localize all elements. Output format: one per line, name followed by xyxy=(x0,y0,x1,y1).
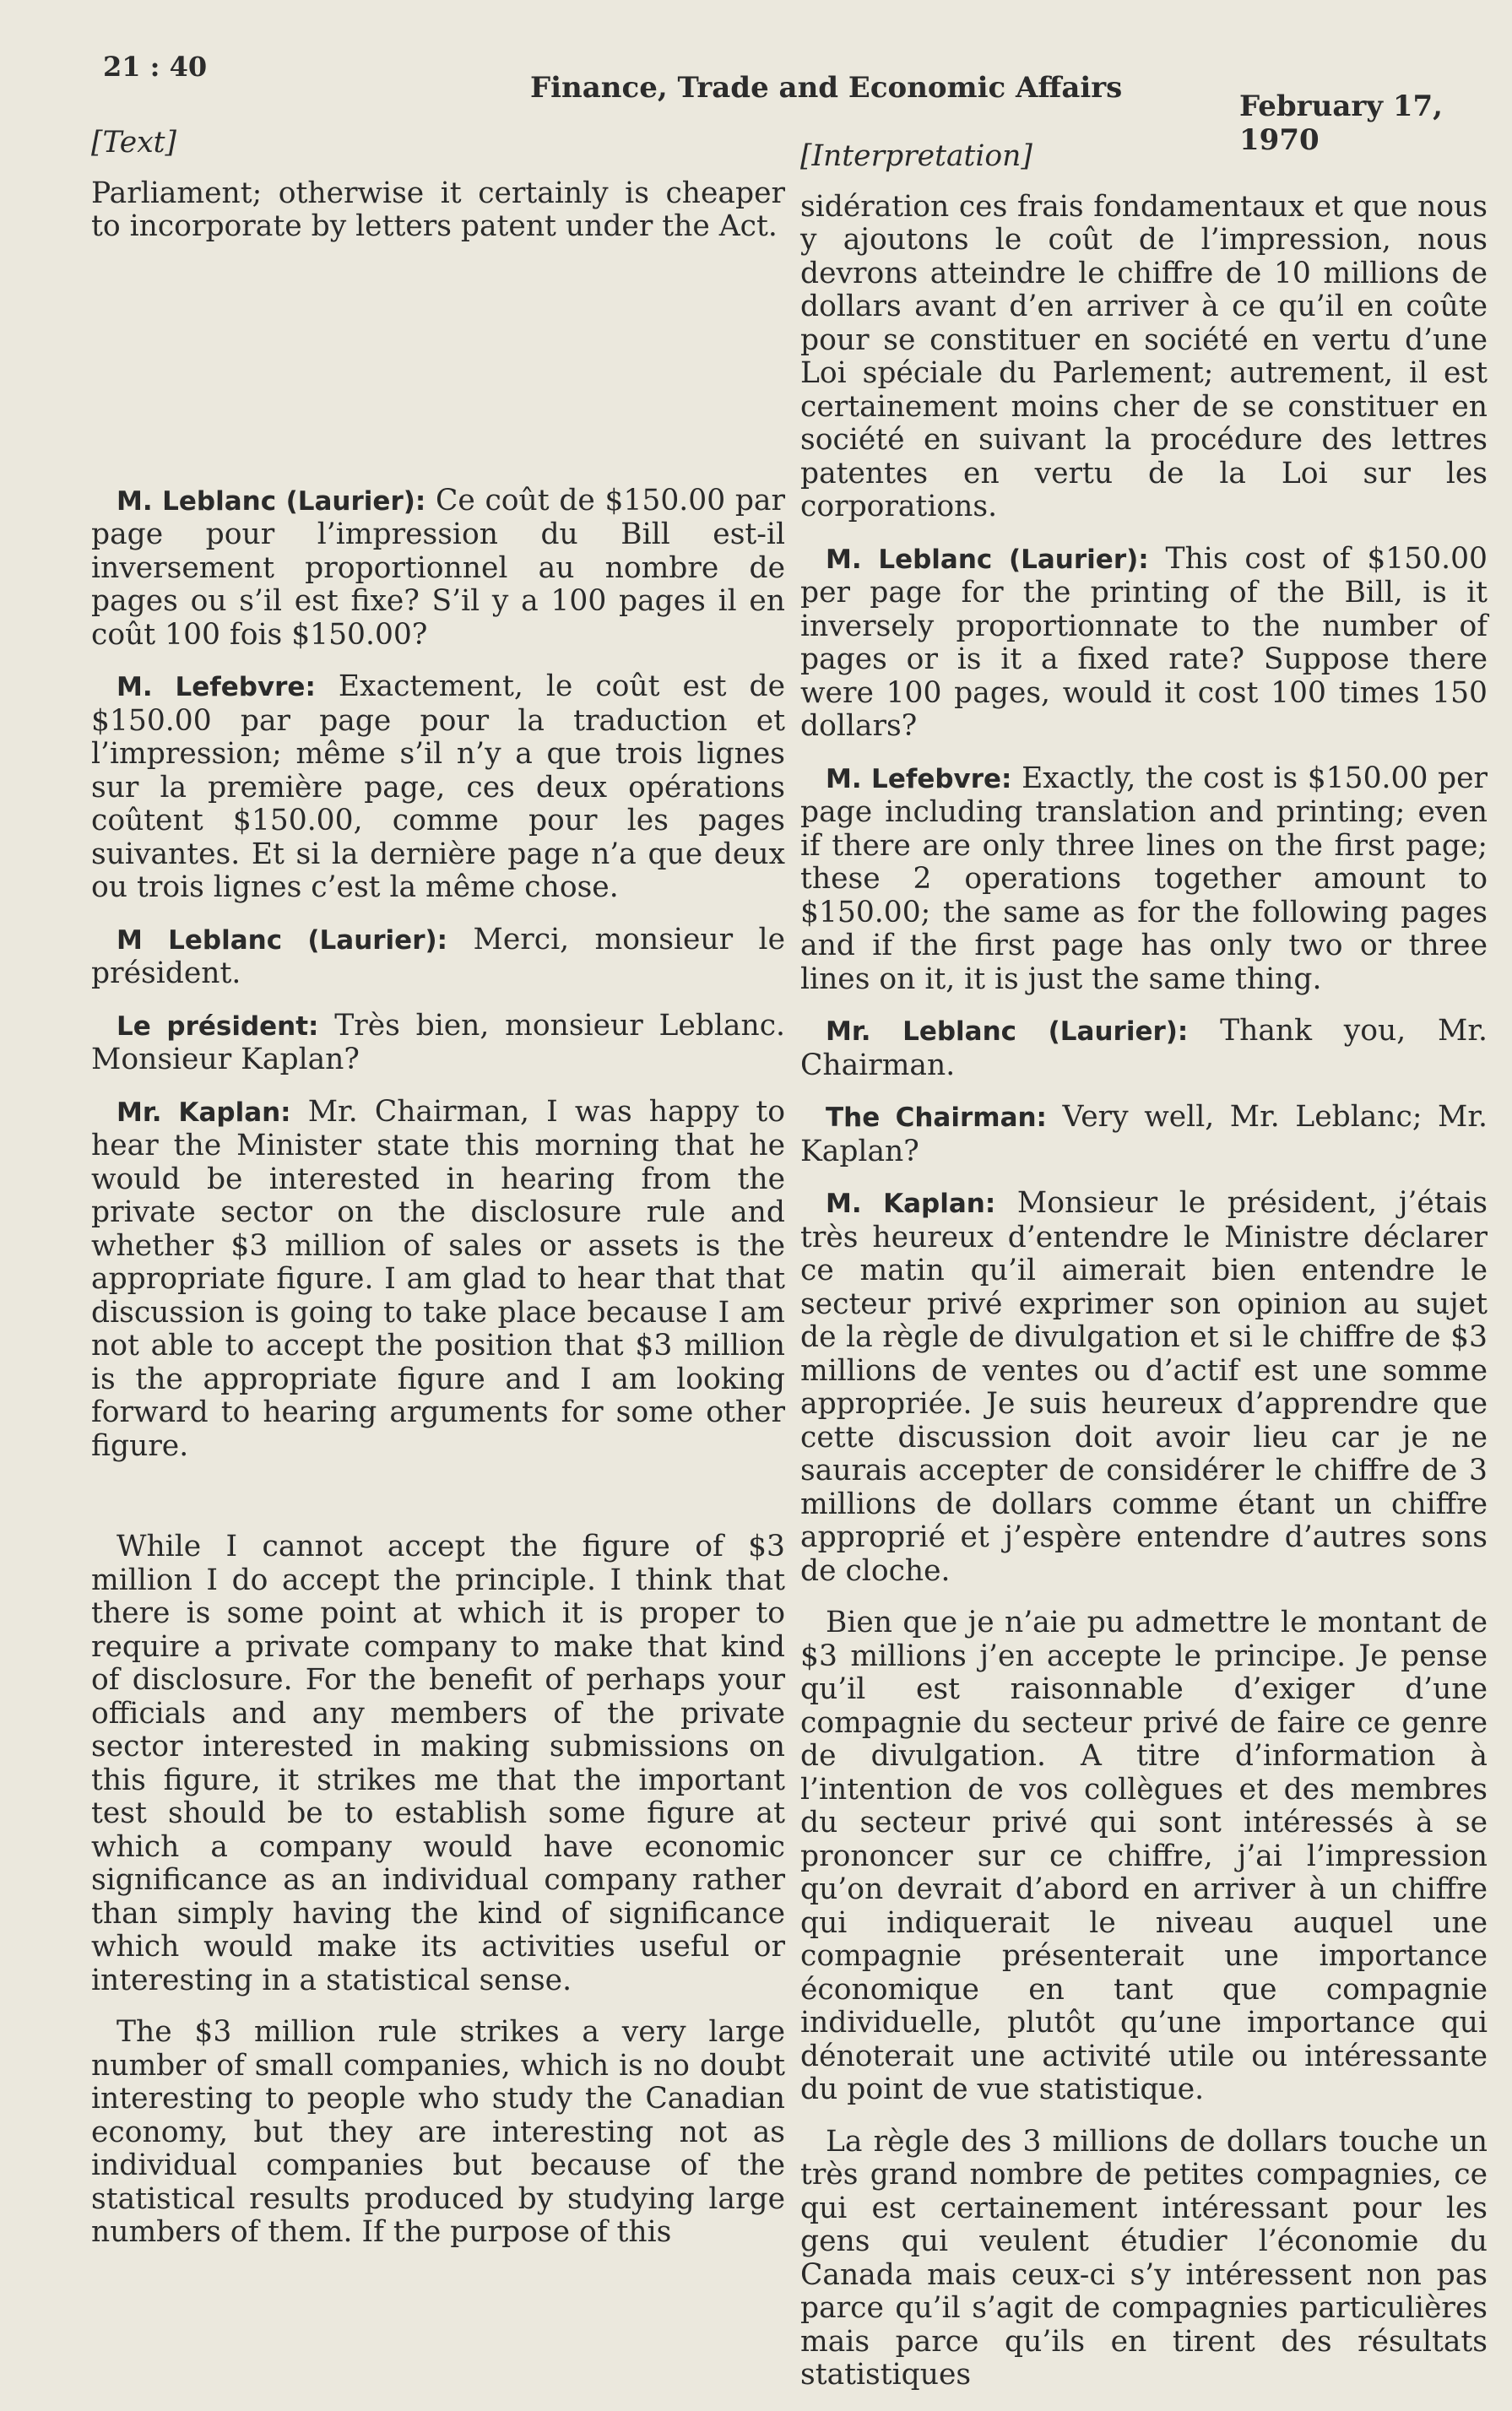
speaker-paragraph xyxy=(800,762,1488,997)
speaker-name: M Leblanc (Laurier): xyxy=(117,924,448,956)
speaker-name: M. Lefebvre: xyxy=(826,763,1012,794)
speaker-name: Mr. Leblanc (Laurier): xyxy=(826,1016,1189,1047)
speaker-name: Le président: xyxy=(117,1010,319,1042)
speech-text: Monsieur le président, j’étais très heureux d’entendre le Ministre déclarer ce matin qu’il aimerait bien entendre le secteur privé exprimer son opinion au sujet de la règle de divulgation et si le chiffre de $3 millions de ventes ou d’actif est une somme appropriée. Je suis heureux d’apprendre que cette discussion doit avoir lieu car je ne saurais accepter de considérer le chiffre de 3 millions de dollars comme étant un chiffre approprié et j’espère entendre d’autres sons de cloche. xyxy=(800,1186,1488,1588)
speech-text: This cost of $150.00 per page for the printing of the Bill, is it inversely proportionnate to the number of pages or is it a fixed rate? Suppose there were 100 pages, would it cost 100 times 150 dollars? xyxy=(800,541,1488,743)
speech-text: Exactly, the cost is $150.00 per page including translation and printing; even if there are only three lines on the first page; these 2 operations together amount to $150.00; the same as for the following pages and if the first page has only two or three lines on it, it is just the same thing. xyxy=(800,761,1488,996)
english-column xyxy=(91,127,785,2268)
column-label: [Interpretation] xyxy=(800,139,1032,173)
speaker-name: The Chairman: xyxy=(826,1103,1047,1133)
speaker-name: M. Lefebvre: xyxy=(117,672,316,702)
column-label: [Text] xyxy=(91,126,176,160)
speaker-paragraph xyxy=(800,1101,1488,1168)
speaker-paragraph xyxy=(91,485,785,653)
paragraph: sidération ces frais fondamentaux et que nous y ajoutons le coût de l’impression, nous devrons atteindre le chiffre de 10 millions de dollars avant d’en arriver à ce qu’il en coûte pour se constituer en société en vertu d’une Loi spéciale du Parlement; autrement, il est certainement moins cher de se constituer en société en suivant la procédure des lettres patentes en vertu de la Loi sur les corporations. xyxy=(800,189,1488,523)
speaker-name: M. Leblanc (Laurier): xyxy=(117,485,426,517)
speech-text: Very well, Mr. Leblanc; Mr. Kaplan? xyxy=(800,1100,1488,1168)
paragraph: Parliament; otherwise it certainly is cheaper to incorporate by letters patent under the Act. xyxy=(91,176,785,243)
speaker-name: M. Kaplan: xyxy=(826,1189,996,1219)
speech-text: Ce coût de $150.00 par page pour l’impression du Bill est-il inversement proportionnel au nombre de pages ou s’il est fixe? S’il y a 100 pages il en coût 100 fois $150.00? xyxy=(91,483,785,652)
paragraph: La règle des 3 millions de dollars touche un très grand nombre de petites compagnies, ce qui est certainement intéressant pour les gens qui veulent étudier l’économie du Canada mais ceux-ci s’y intéressent non pas parce qu’il s’agit de compagnies particulières mais parce qu’ils en tirent des résultats statistiques xyxy=(800,2124,1488,2392)
speaker-name: Mr. Kaplan: xyxy=(117,1097,291,1128)
header-date: February 17, 1970 xyxy=(1239,89,1444,157)
french-column xyxy=(800,140,1488,2411)
speech-text: Merci, monsieur le président. xyxy=(91,922,785,990)
speech-text: Thank you, Mr. Chairman. xyxy=(800,1014,1488,1082)
page-number: 21 : 40 xyxy=(103,51,208,83)
paragraph: The $3 million rule strikes a very large number of small companies, which is no doubt interesting to people who study the Canadian economy, but they are interesting not as individual companies but because of the statistical results produced by studying large numbers of them. If the purpose of this xyxy=(91,2015,785,2249)
speech-text: Mr. Chairman, I was happy to hear the Minister state this morning that he would be interested in hearing from the private sector on the disclosure rule and whether $3 million of sales or assets is the appropriate figure. I am glad to hear that that discussion is going to take place because I am not able to accept the position that $3 million is the appropriate figure and I am looking forward to hearing arguments for some other figure. xyxy=(91,1094,785,1463)
speaker-paragraph xyxy=(800,1187,1488,1588)
speaker-paragraph xyxy=(91,1096,785,1464)
speaker-paragraph xyxy=(91,1010,785,1077)
running-title: Finance, Trade and Economic Affairs xyxy=(530,71,1123,105)
speaker-paragraph xyxy=(91,924,785,991)
speech-text: Exactement, le coût est de $150.00 par page pour la traduction et l’impression; même s’il n’y a que trois lignes sur la première page, ces deux opérations coûtent $150.00, comme pour les pages suivantes. Et si la dernière page n’a que deux ou trois lignes c’est la même chose. xyxy=(91,669,785,904)
paragraph: While I cannot accept the figure of $3 million I do accept the principle. I think that there is some point at which it is proper to require a private company to make that kind of disclosure. For the benefit of perhaps your officials and any members of the private sector interested in making submissions on this figure, it strikes me that the important test should be to establish some figure at which a company would have economic significance as an individual company rather than simply having the kind of significance which would make its activities useful or interesting in a statistical sense. xyxy=(91,1530,785,1997)
speaker-name: M. Leblanc (Laurier): xyxy=(826,544,1149,575)
paragraph: Bien que je n’aie pu admettre le montant de $3 millions j’en accepte le principe. Je pense qu’il est raisonnable d’exiger d’une compagnie du secteur privé de faire ce genre de divulgation. A titre d’information à l’intention de vos collègues et des membres du secteur privé qui sont intéressés à se prononcer sur ce chiffre, j’ai l’impression qu’on devrait d’abord en arriver à un chiffre qui indiquerait le niveau auquel une compagnie présenterait une importance économique en tant que compagnie individuelle, plutôt qu’une importance qui dénoterait une activité utile ou intéressante du point de vue statistique. xyxy=(800,1606,1488,2106)
speaker-paragraph xyxy=(800,1015,1488,1082)
speaker-paragraph xyxy=(800,543,1488,744)
speech-text: Très bien, monsieur Leblanc. Monsieur Kaplan? xyxy=(91,1008,786,1076)
speaker-paragraph xyxy=(91,670,785,905)
